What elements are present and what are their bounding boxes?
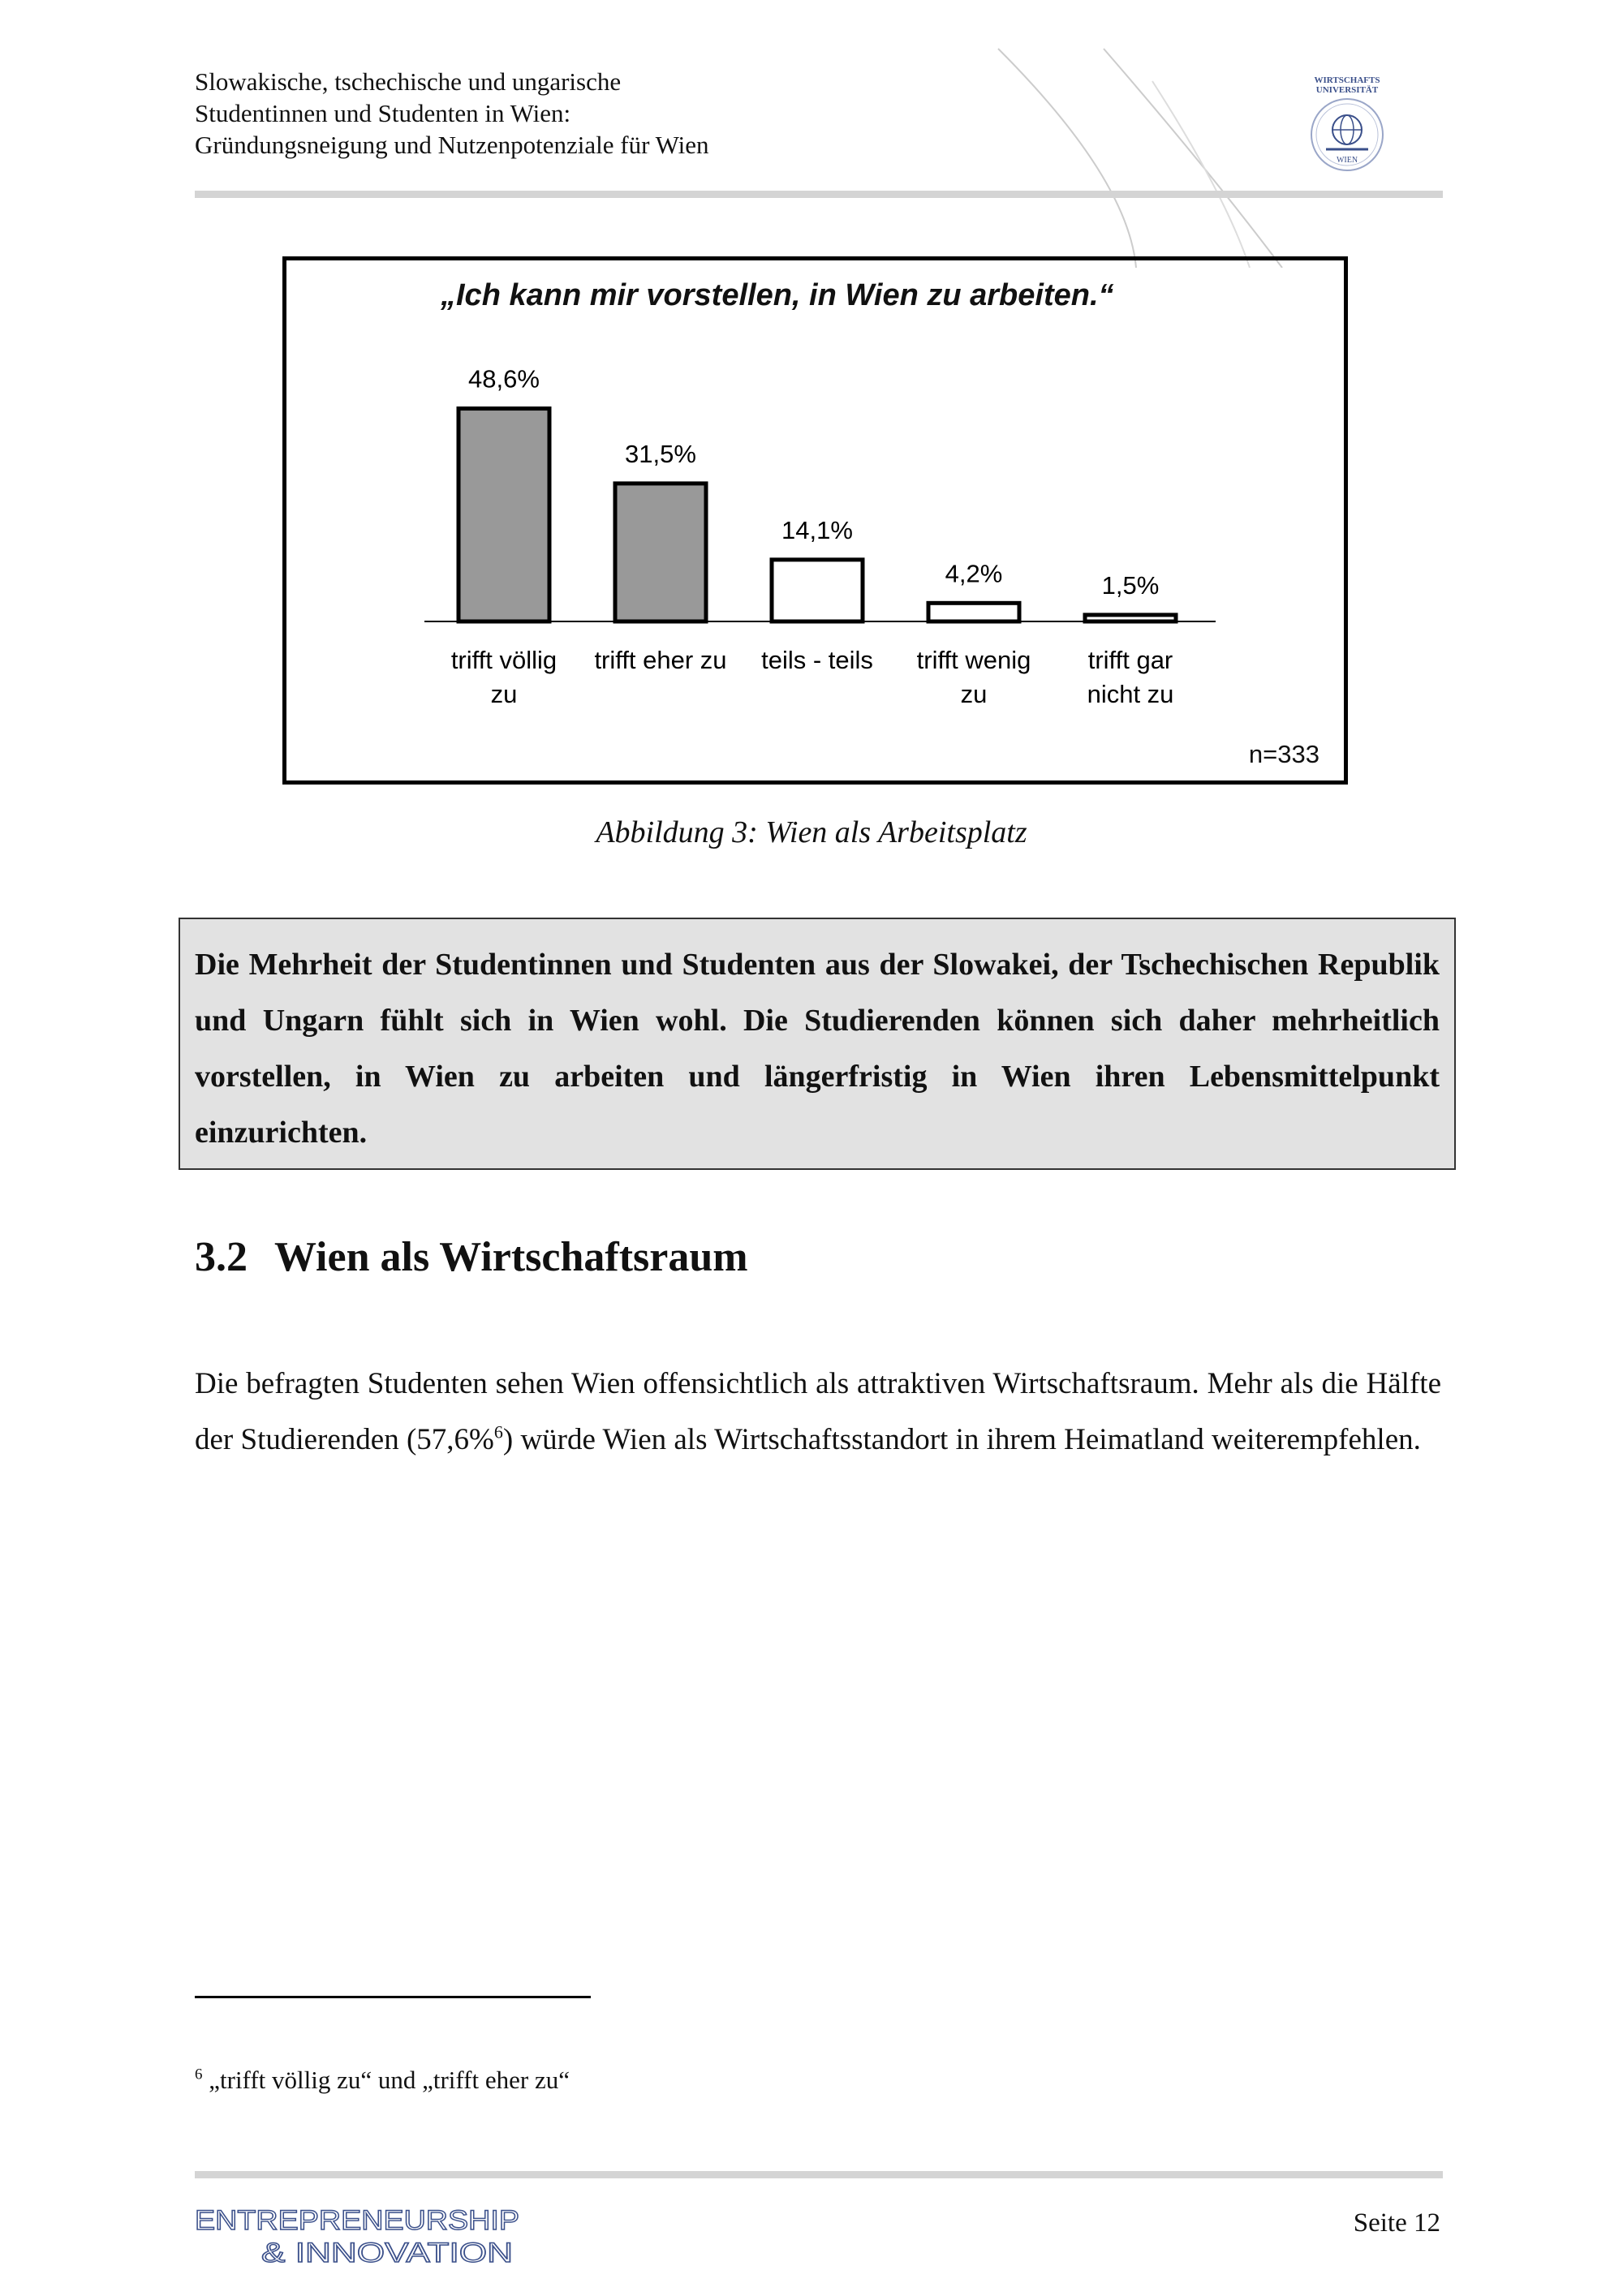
bar-1 xyxy=(458,409,549,621)
section-heading xyxy=(195,1233,748,1281)
header-title-line-2: Studentinnen und Studenten in Wien: xyxy=(195,99,571,127)
header-decoration-arcs xyxy=(941,32,1347,268)
chart-plot xyxy=(286,260,1344,780)
category-label-4-line-1: trifft wenig xyxy=(916,646,1031,674)
category-label-5-line-2: nicht zu xyxy=(1087,680,1174,708)
data-label-5: 1,5% xyxy=(1101,570,1160,600)
bar-4 xyxy=(928,603,1019,621)
brand-line-2: & INNOVATION xyxy=(261,2238,513,2268)
figure-caption: Abbildung 3: Wien als Arbeitsplatz xyxy=(596,815,1027,849)
category-label-1-line-2: zu xyxy=(490,680,518,708)
chart-frame xyxy=(282,256,1348,785)
data-label-4: 4,2% xyxy=(945,559,1003,588)
data-label-1: 48,6% xyxy=(468,364,540,393)
entrepreneurship-innovation-logo xyxy=(195,2204,527,2268)
logo-text-line-2: UNIVERSITÄT xyxy=(1315,85,1379,95)
chart-title: „Ich kann mir vorstellen, in Wien zu arbeiten.“ xyxy=(441,278,1114,312)
bar-3 xyxy=(772,560,863,621)
body-paragraph xyxy=(195,1356,1441,1468)
category-label-5-line-1: trifft gar xyxy=(1087,646,1173,674)
category-label-1-line-1: trifft völlig xyxy=(450,646,558,674)
sample-size-note: n=333 xyxy=(1248,740,1319,768)
footnote-reference[interactable]: 6 xyxy=(493,1421,503,1443)
category-label-2-line-1: trifft eher zu xyxy=(594,646,727,674)
header-title-line-3: Gründungsneigung und Nutzenpotenziale für Wien xyxy=(195,131,709,159)
brand-line-1: ENTREPRENEURSHIP xyxy=(195,2205,519,2236)
header-rule xyxy=(195,191,1443,198)
footnote-rule xyxy=(195,1996,591,1998)
footer-rule xyxy=(195,2171,1443,2178)
data-label-3: 14,1% xyxy=(781,515,853,544)
section-title: Wien als Wirtschaftsraum xyxy=(274,1234,748,1280)
university-logo xyxy=(1290,71,1404,185)
category-label-4-line-2: zu xyxy=(960,680,988,708)
data-label-2: 31,5% xyxy=(625,439,696,468)
footnote-text: „trifft völlig zu“ und „trifft eher zu“ xyxy=(209,2066,570,2094)
summary-box: Die Mehrheit der Studentinnen und Studenten aus der Slowakei, der Tschechischen Republik und Ungarn fühlt sich in Wien wohl. Die Studierenden können sich daher mehrheitlich vorstellen, in Wien zu arbeiten und längerfristig in Wien ihren Lebensmittelpunkt einzurichten. xyxy=(179,918,1456,1170)
logo-text-bottom: WIEN xyxy=(1336,156,1358,165)
bar-2 xyxy=(615,484,706,621)
paragraph-text-2: ) würde Wien als Wirtschaftsstandort in ihrem Heimatland weiterempfehlen. xyxy=(502,1423,1421,1456)
page-number: Seite 12 xyxy=(1353,2208,1440,2238)
footnote-number: 6 xyxy=(195,2066,203,2083)
paragraph-text-1: Die befragten Studenten sehen Wien offensichtlich als attraktiven Wirtschaftsraum. Mehr als die Hälfte der Studierenden (57,6% xyxy=(195,1367,1441,1456)
footnote xyxy=(195,2066,570,2095)
bar-5 xyxy=(1085,615,1176,621)
logo-text-line-1: WIRTSCHAFTS xyxy=(1314,75,1380,85)
header-title-line-1: Slowakische, tschechische und ungarische xyxy=(195,67,622,96)
section-number: 3.2 xyxy=(195,1234,248,1280)
category-label-3-line-1: teils - teils xyxy=(761,646,873,674)
